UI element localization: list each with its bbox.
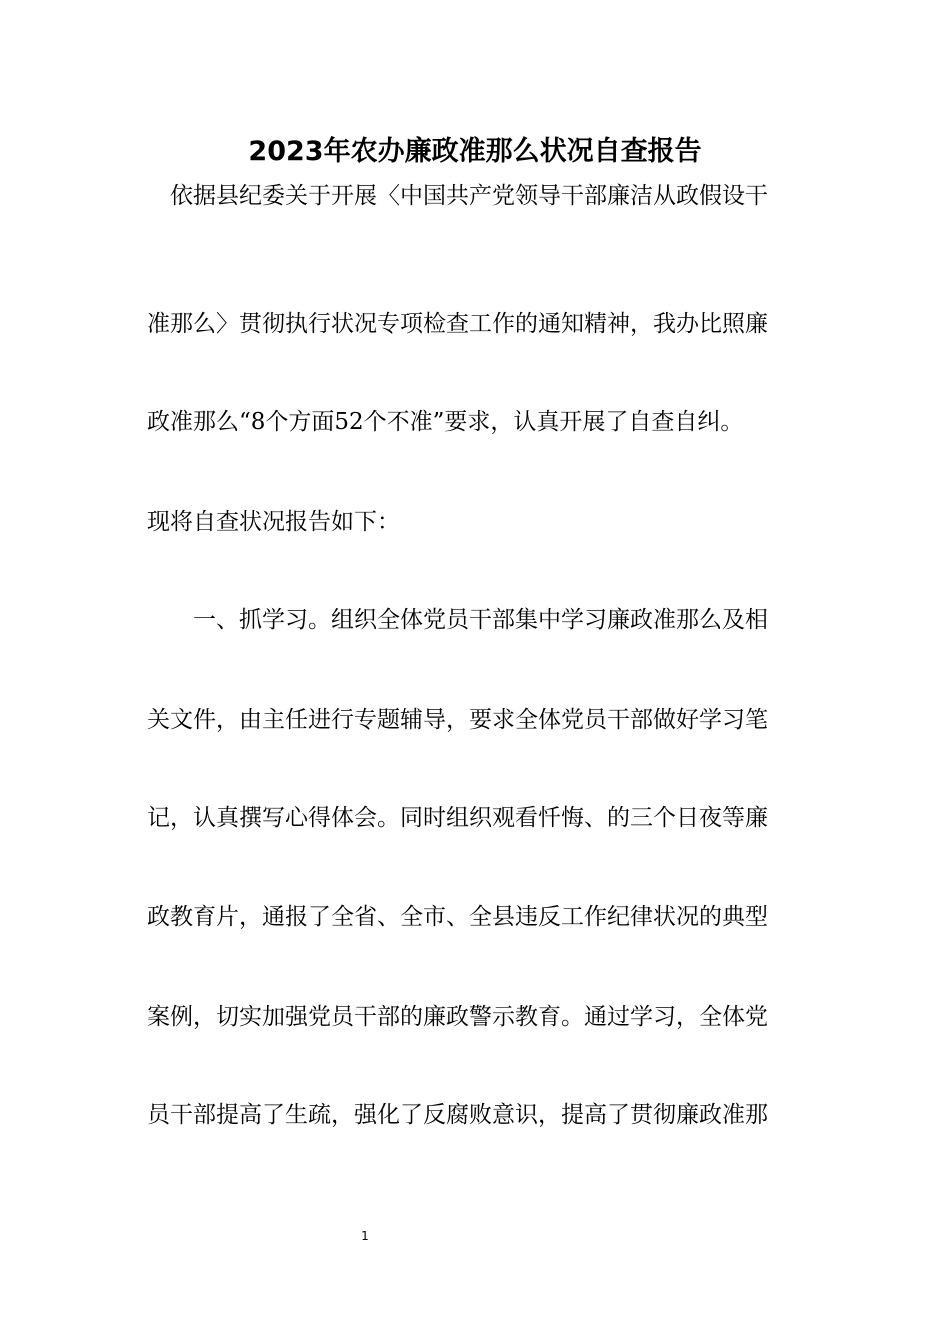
paragraph-line: 政教育片，通报了全省、全市、全县违反工作纪律状况的典型: [147, 904, 768, 930]
document-title: 2023年农办廉政准那么状况自查报告: [248, 136, 702, 167]
paragraph-line: 关文件，由主任进行专题辅导，要求全体党员干部做好学习笔: [147, 707, 768, 733]
paragraph-line: 政准那么“8个方面52个不准”要求，认真开展了自查自纠。: [147, 409, 744, 435]
paragraph-line: 记，认真撰写心得体会。同时组织观看忏悔、的三个日夜等廉: [147, 805, 768, 831]
paragraph-line: 员干部提高了生疏，强化了反腐败意识，提高了贯彻廉政准那: [147, 1102, 768, 1128]
paragraph-line: 现将自查状况报告如下：: [147, 509, 400, 535]
page-number: 1: [361, 1229, 369, 1243]
paragraph-line: 案例，切实加强党员干部的廉政警示教育。通过学习，全体党: [147, 1004, 768, 1030]
paragraph-line: 准那么〉贯彻执行状况专项检查工作的通知精神，我办比照廉: [147, 311, 768, 337]
paragraph-line: 依据县纪委关于开展〈中国共产党领导干部廉洁从政假设干: [170, 183, 768, 209]
paragraph-line: 一、抓学习。组织全体党员干部集中学习廉政准那么及相: [193, 607, 768, 633]
